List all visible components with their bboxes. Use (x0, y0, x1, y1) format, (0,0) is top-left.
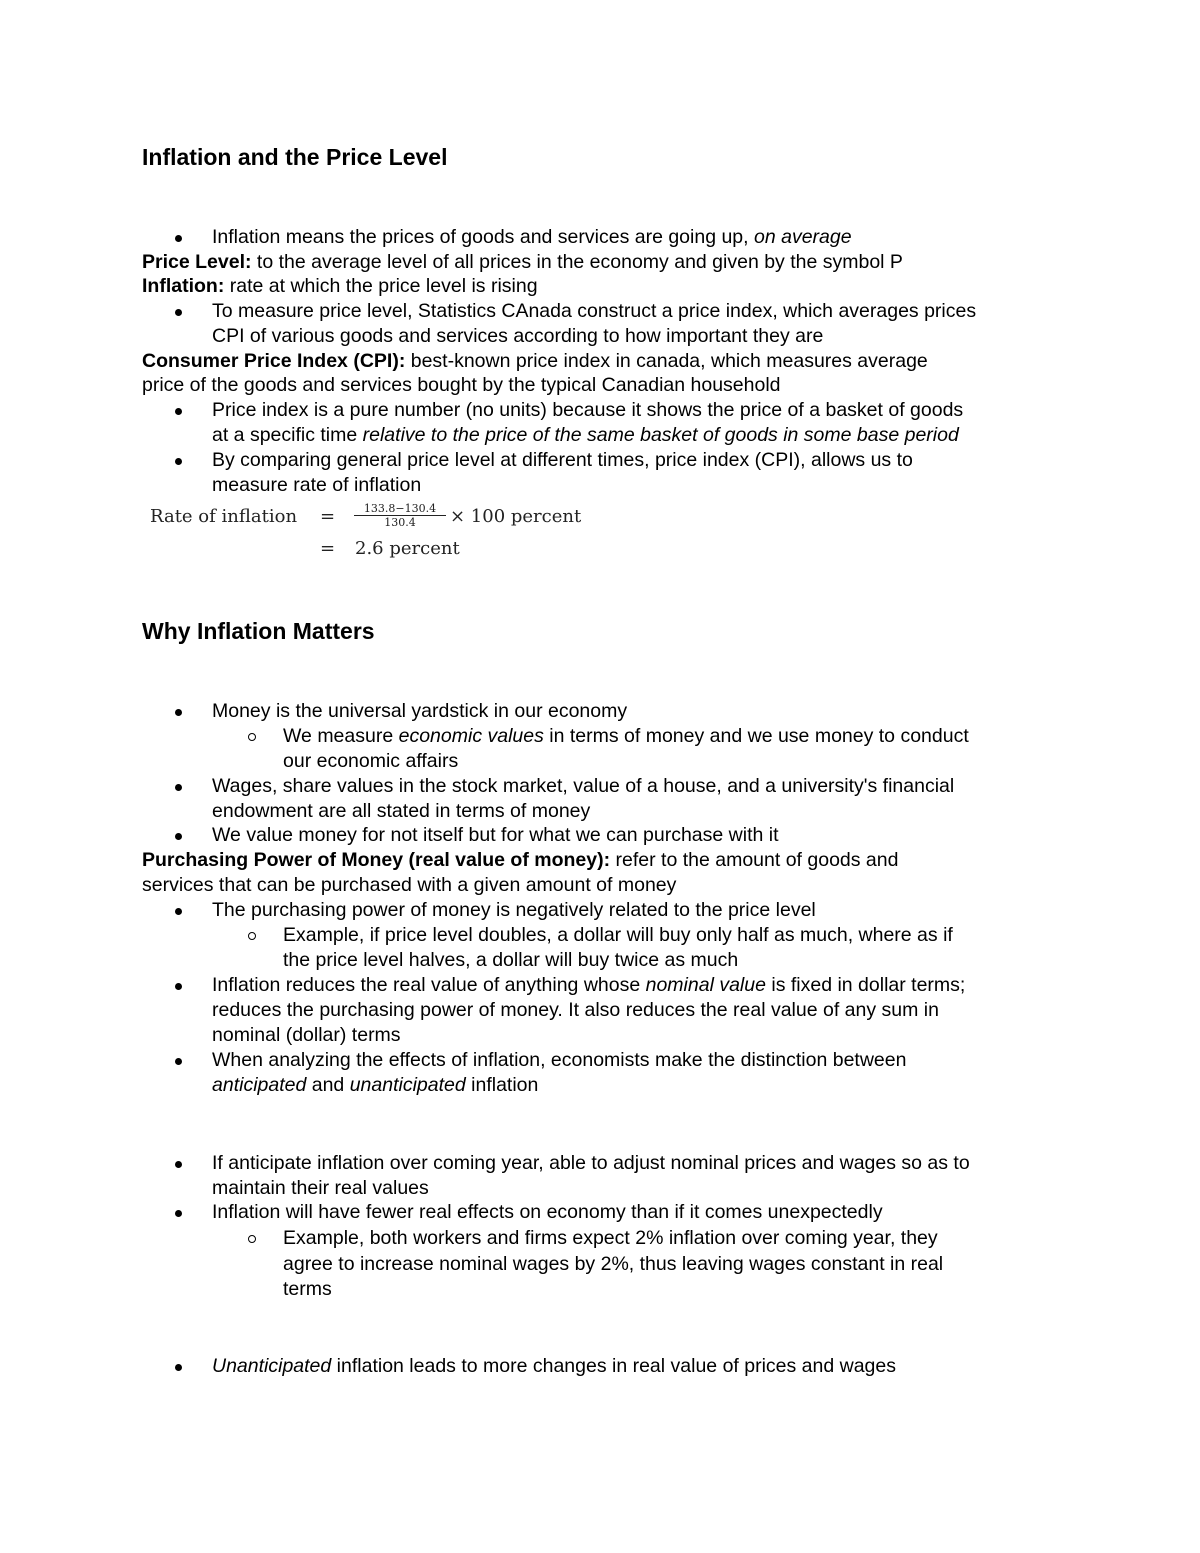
bullet-icon (175, 699, 182, 724)
formula-fraction (354, 502, 446, 529)
sub-bullet-economic-values-line2: our economic affairs (283, 750, 459, 772)
bullet-icon (175, 973, 182, 998)
bullet-icon (175, 823, 182, 848)
section-title-why-inflation-matters: Why Inflation Matters (142, 618, 375, 644)
bullet-icon (175, 1048, 182, 1073)
definition-cpi-line2: price of the goods and services bought by the typical Canadian household (142, 374, 781, 396)
bullet-inflation-reduces-line2: reduces the purchasing power of money. It also reduces the real value of any sum in (212, 999, 939, 1021)
bullet-unanticipated: Unanticipated inflation leads to more changes in real value of prices and wages (212, 1355, 896, 1377)
sub-bullet-economic-values-line1: We measure economic values in terms of money and we use money to conduct (283, 725, 969, 747)
bullet-analyzing-effects-line1: When analyzing the effects of inflation, economists make the distinction between (212, 1049, 907, 1071)
sub-bullet-example-2pct-line2: agree to increase nominal wages by 2%, thus leaving wages constant in real (283, 1253, 944, 1275)
definition-cpi-line1: Consumer Price Index (CPI): best-known price index in canada, which measures average (142, 350, 928, 372)
sub-bullet-icon (248, 923, 256, 948)
bullet-icon (175, 774, 182, 799)
bullet-analyzing-effects-line2: anticipated and unanticipated inflation (212, 1074, 539, 1096)
bullet-measure-price-level-line1: To measure price level, Statistics CAnada construct a price index, which averages prices (212, 300, 977, 322)
bullet-wages-line2: endowment are all stated in terms of money (212, 800, 591, 822)
bullet-fewer-effects: Inflation will have fewer real effects on economy than if it comes unexpectedly (212, 1201, 883, 1223)
bullet-icon (175, 225, 182, 250)
bullet-icon (175, 398, 182, 423)
formula-numerator: 133.8−130.4 (354, 502, 446, 516)
bullet-price-index-line2: at a specific time relative to the price of the same basket of goods in some base period (212, 424, 959, 446)
bullet-icon (175, 448, 182, 473)
bullet-value-money: We value money for not itself but for what we can purchase with it (212, 824, 779, 846)
bullet-icon (175, 1200, 182, 1225)
section-title-inflation-price-level: Inflation and the Price Level (142, 144, 448, 170)
definition-inflation: Inflation: rate at which the price level is rising (142, 275, 538, 297)
bullet-price-index-line1: Price index is a pure number (no units) because it shows the price of a basket of goods (212, 399, 964, 421)
bullet-comparing-line2: measure rate of inflation (212, 474, 422, 496)
bullet-wages-line1: Wages, share values in the stock market, value of a house, and a university's financial (212, 775, 955, 797)
bullet-anticipate-line1: If anticipate inflation over coming year, able to adjust nominal prices and wages so as to (212, 1152, 970, 1174)
definition-price-level: Price Level: to the average level of all prices in the economy and given by the symbol P (142, 251, 903, 273)
sub-bullet-icon (248, 724, 256, 749)
formula-lhs: Rate of inflation (150, 506, 298, 527)
bullet-icon (175, 1354, 182, 1379)
definition-purchasing-power-line1: Purchasing Power of Money (real value of money): refer to the amount of goods and (142, 849, 899, 871)
bullet-measure-price-level-line2: CPI of various goods and services according to how important they are (212, 325, 824, 347)
formula-equals-2: = (320, 538, 336, 559)
bullet-purchasing-power-negative: The purchasing power of money is negatively related to the price level (212, 899, 816, 921)
sub-bullet-example-2pct-line3: terms (283, 1278, 332, 1300)
bullet-inflation-reduces-line3: nominal (dollar) terms (212, 1024, 401, 1046)
formula-denominator: 130.4 (384, 516, 416, 529)
bullet-inflation-reduces-line1: Inflation reduces the real value of anything whose nominal value is fixed in dollar terms; (212, 974, 966, 996)
formula-times-percent: × 100 percent (450, 506, 582, 527)
sub-bullet-price-doubles-line2: the price level halves, a dollar will buy twice as much (283, 949, 739, 971)
sub-bullet-icon (248, 1226, 256, 1251)
bullet-icon (175, 1151, 182, 1176)
definition-purchasing-power-line2: services that can be purchased with a given amount of money (142, 874, 677, 896)
sub-bullet-price-doubles-line1: Example, if price level doubles, a dollar will buy only half as much, where as if (283, 924, 953, 946)
formula-result: 2.6 percent (355, 538, 460, 559)
bullet-anticipate-line2: maintain their real values (212, 1177, 429, 1199)
formula-equals: = (320, 506, 336, 527)
sub-bullet-example-2pct-line1: Example, both workers and firms expect 2% inflation over coming year, they (283, 1227, 938, 1249)
bullet-inflation-meaning: Inflation means the prices of goods and services are going up, on average (212, 226, 852, 248)
bullet-icon (175, 898, 182, 923)
bullet-money-yardstick: Money is the universal yardstick in our economy (212, 700, 628, 722)
bullet-comparing-line1: By comparing general price level at different times, price index (CPI), allows us to (212, 449, 913, 471)
bullet-icon (175, 299, 182, 324)
